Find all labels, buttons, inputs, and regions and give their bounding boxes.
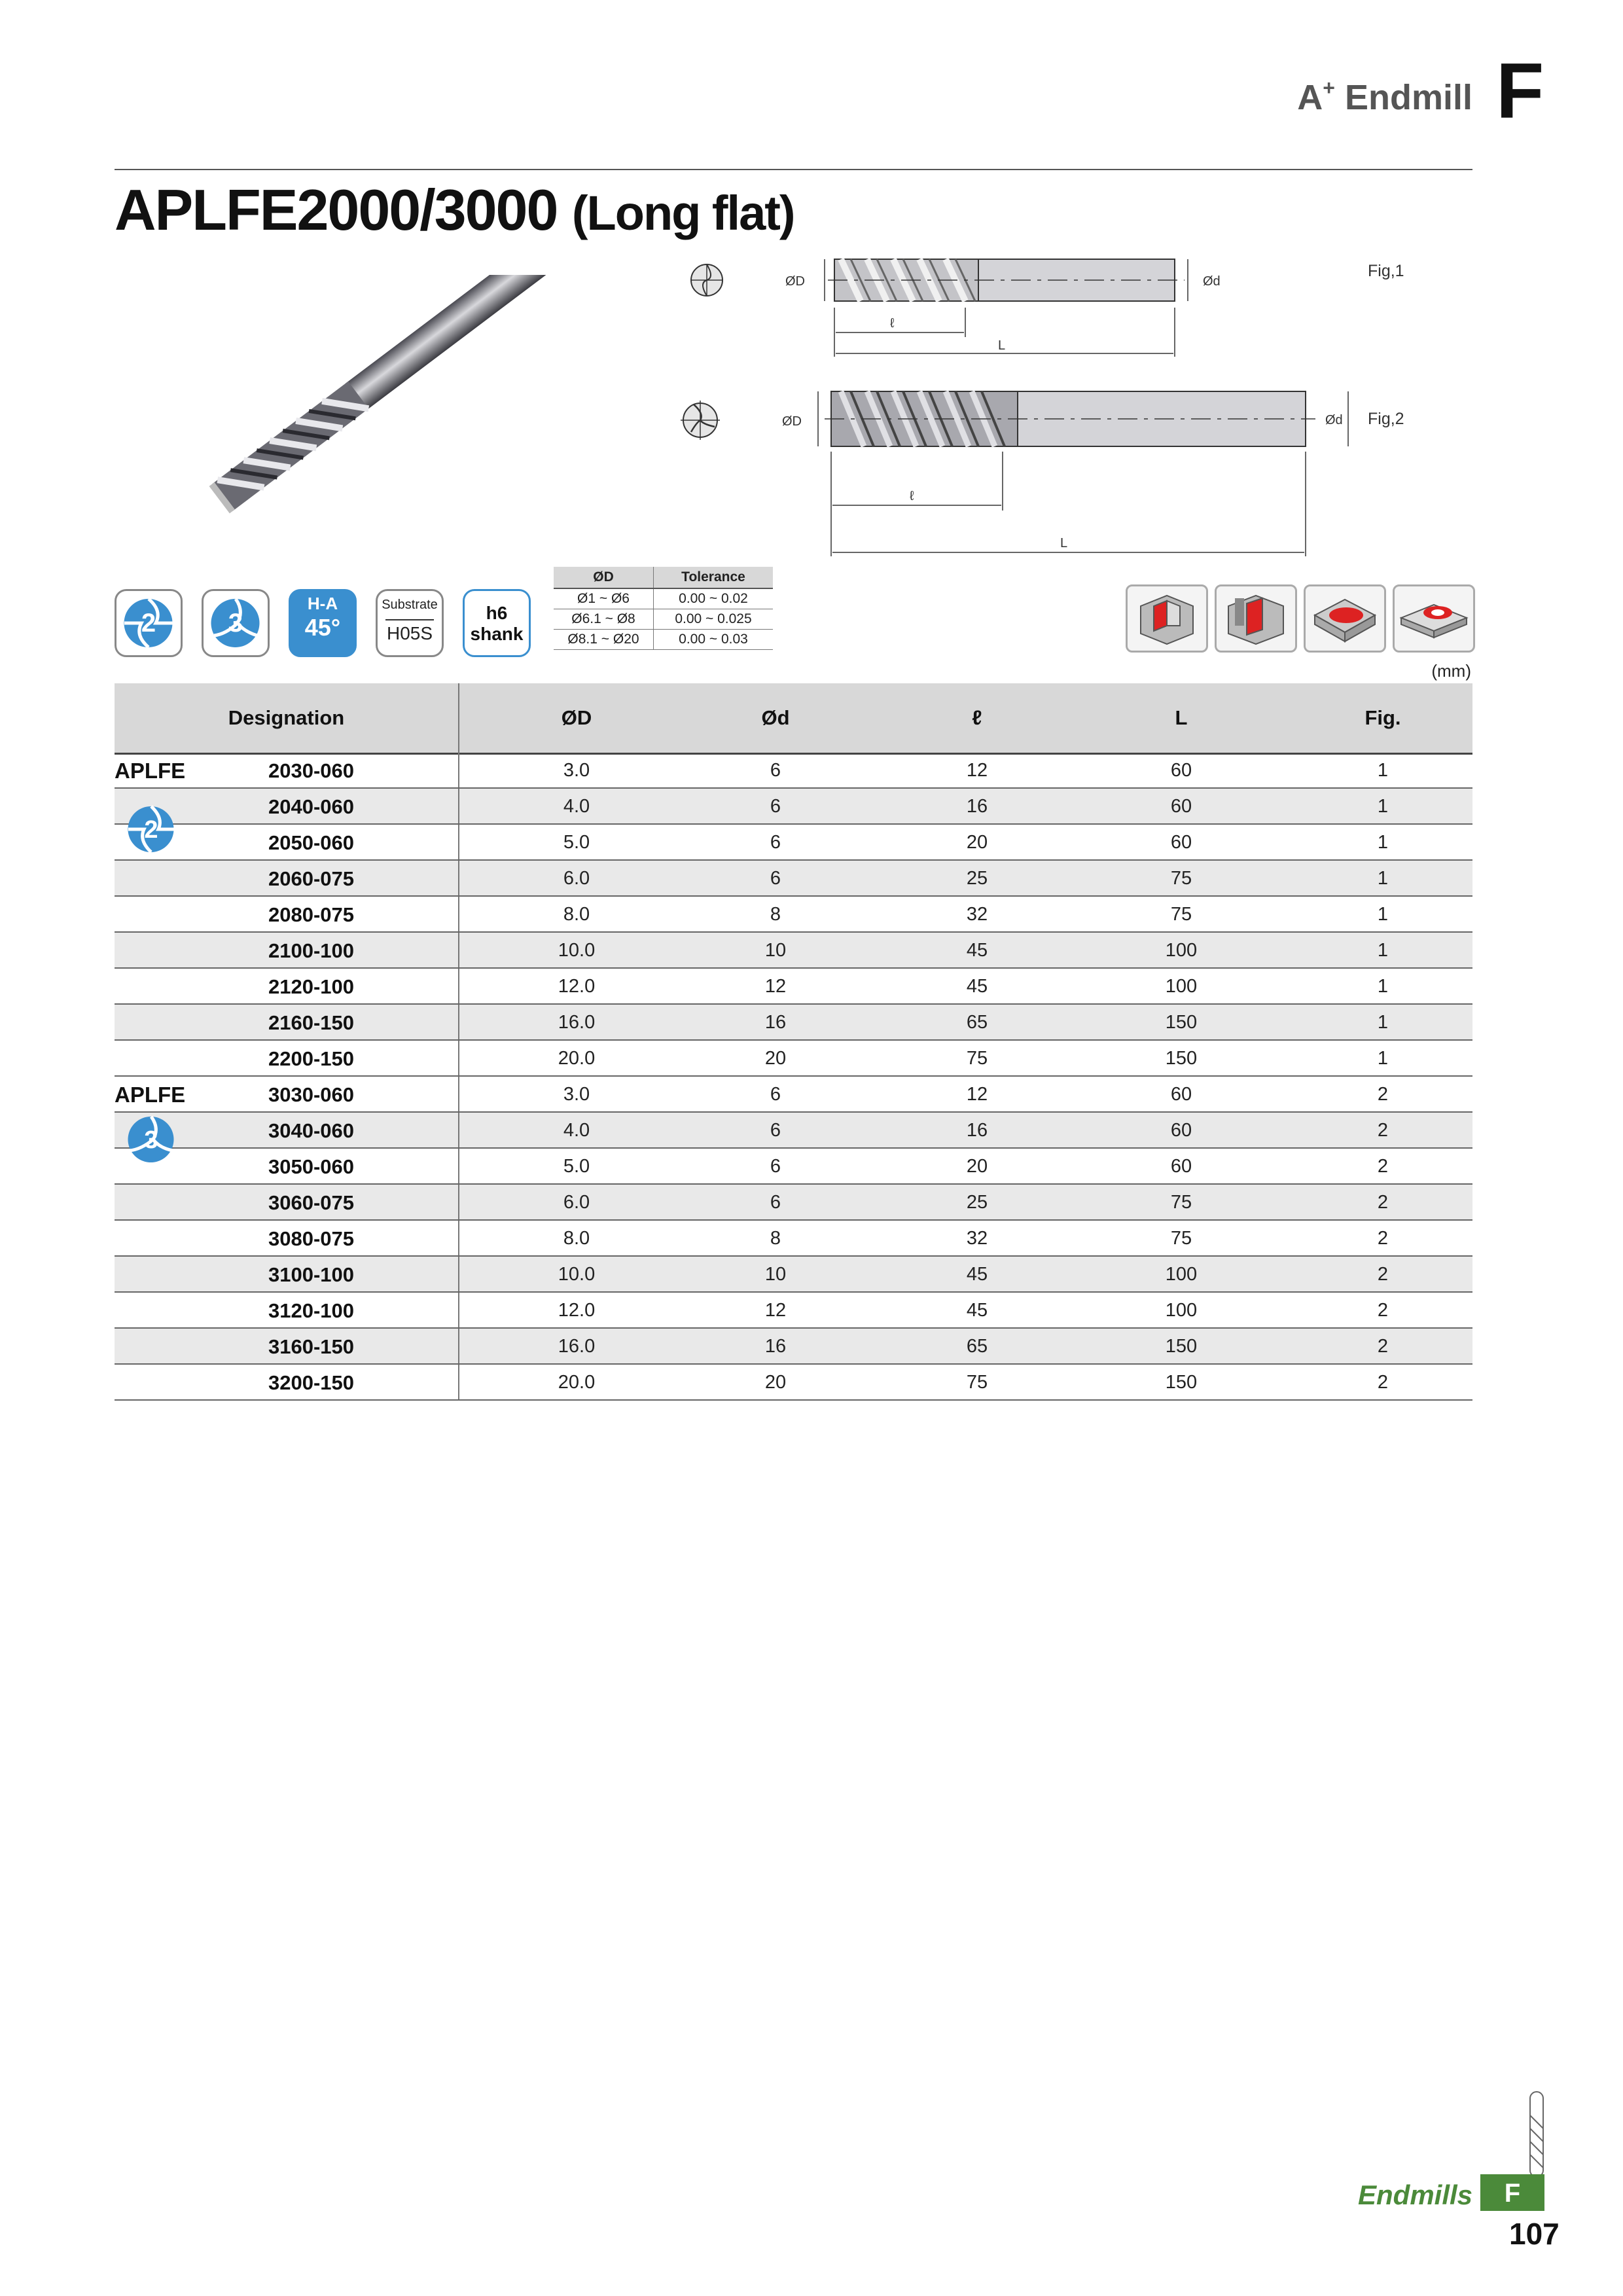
table-row bbox=[115, 1329, 1472, 1365]
shank-diameter-cell: 10 bbox=[764, 940, 787, 961]
column-divider bbox=[458, 1077, 459, 1111]
fig2-dim-l: ℓ bbox=[910, 489, 914, 503]
shank-diameter-cell: 8 bbox=[770, 904, 781, 925]
shank-diameter-cell: 16 bbox=[764, 1012, 787, 1033]
group2-flute-number: 3 bbox=[144, 1126, 158, 1154]
shank-diameter-cell: 8 bbox=[770, 1228, 781, 1249]
helix-angle-value: 45° bbox=[304, 614, 341, 641]
pocketing-app bbox=[1304, 584, 1386, 653]
flute-length-cell: 65 bbox=[966, 1012, 988, 1033]
table-row bbox=[115, 1113, 1472, 1149]
shank-diameter-cell: 6 bbox=[770, 1120, 781, 1141]
page-title-main: APLFE2000/3000 bbox=[115, 177, 558, 242]
column-divider bbox=[458, 1149, 459, 1183]
fig2-dim-d: Ød bbox=[1325, 413, 1343, 427]
flute-length-cell: 45 bbox=[966, 976, 988, 997]
group1-flute-number: 2 bbox=[144, 816, 158, 844]
overall-length-cell: 150 bbox=[1165, 1048, 1198, 1069]
fig1-dim-L: L bbox=[998, 338, 1006, 353]
column-divider bbox=[458, 1329, 459, 1363]
table-row bbox=[115, 753, 1472, 789]
tolerance-value: 0.00 ~ 0.02 bbox=[654, 588, 774, 609]
tolerance-row bbox=[554, 588, 773, 609]
diameter-cell: 6.0 bbox=[563, 868, 590, 889]
table-row bbox=[115, 861, 1472, 897]
overall-length-cell: 75 bbox=[1170, 1228, 1192, 1249]
group-label: APLFE bbox=[115, 1083, 186, 1107]
figure-cell: 1 bbox=[1377, 940, 1389, 961]
diameter-cell: 12.0 bbox=[558, 976, 596, 997]
table-row bbox=[115, 1005, 1472, 1041]
shank-diameter-cell: 12 bbox=[764, 976, 787, 997]
header-divider bbox=[115, 169, 1472, 170]
designation-cell: 3120-100 bbox=[268, 1299, 355, 1322]
tolerance-value: 0.00 ~ 0.03 bbox=[654, 630, 774, 650]
figure-cell: 1 bbox=[1377, 1012, 1389, 1033]
shank-diameter-cell: 6 bbox=[770, 832, 781, 853]
figure-cell: 1 bbox=[1377, 904, 1389, 925]
slotting-icon bbox=[1217, 586, 1295, 651]
column-divider bbox=[458, 1221, 459, 1255]
column-divider bbox=[458, 825, 459, 859]
section-title-plus: + bbox=[1323, 76, 1335, 99]
fig2-dim-D: ØD bbox=[782, 414, 802, 429]
diameter-cell: 6.0 bbox=[563, 1192, 590, 1213]
tolerance-range: Ø1 ~ Ø6 bbox=[554, 588, 654, 609]
substrate-label: Substrate bbox=[382, 598, 438, 612]
designation-cell: 3030-060 bbox=[268, 1083, 355, 1106]
ramping-icon bbox=[1395, 586, 1473, 651]
tolerance-value: 0.00 ~ 0.025 bbox=[654, 609, 774, 630]
h6-shank-badge bbox=[463, 589, 531, 657]
diameter-cell: 3.0 bbox=[563, 1084, 590, 1105]
section-title-rest: Endmill bbox=[1334, 78, 1472, 117]
shank-diameter-cell: 6 bbox=[770, 1156, 781, 1177]
section-title bbox=[1297, 77, 1472, 118]
column-divider bbox=[458, 1293, 459, 1327]
shank-label: shank bbox=[470, 624, 524, 644]
fig1-dim-d: Ød bbox=[1203, 274, 1221, 289]
designation-cell: 2160-150 bbox=[268, 1011, 355, 1034]
flute-length-cell: 25 bbox=[966, 868, 988, 889]
flute-length-cell: 32 bbox=[966, 1228, 988, 1249]
designation-cell: 3080-075 bbox=[268, 1227, 355, 1250]
shank-diameter-cell: 6 bbox=[770, 796, 781, 817]
tolerance-row bbox=[554, 609, 773, 630]
section-title-a: A bbox=[1297, 78, 1323, 117]
flute-length-cell: 12 bbox=[966, 1084, 988, 1105]
figure-cell: 2 bbox=[1377, 1120, 1389, 1141]
designation-cell: 2060-075 bbox=[268, 867, 355, 890]
designation-cell: 3160-150 bbox=[268, 1335, 355, 1358]
diameter-cell: 8.0 bbox=[563, 1228, 590, 1249]
shank-diameter-cell: 10 bbox=[764, 1264, 787, 1285]
column-divider bbox=[458, 897, 459, 931]
table-row bbox=[115, 1077, 1472, 1113]
tolerance-header-tol: Tolerance bbox=[654, 567, 774, 588]
figure-cell: 2 bbox=[1377, 1192, 1389, 1213]
table-row bbox=[115, 933, 1472, 969]
diameter-cell: 4.0 bbox=[563, 796, 590, 817]
figure-cell: 1 bbox=[1377, 976, 1389, 997]
overall-length-cell: 100 bbox=[1165, 976, 1198, 997]
diameter-cell: 8.0 bbox=[563, 904, 590, 925]
table-row bbox=[115, 1293, 1472, 1329]
figure-cell: 1 bbox=[1377, 796, 1389, 817]
table-row bbox=[115, 1257, 1472, 1293]
header-L: L bbox=[1175, 706, 1188, 729]
column-divider bbox=[458, 789, 459, 823]
tolerance-table bbox=[554, 567, 773, 650]
technical-drawings bbox=[668, 242, 1440, 569]
figure-cell: 2 bbox=[1377, 1300, 1389, 1321]
header-designation: Designation bbox=[228, 706, 345, 729]
designation-cell: 3100-100 bbox=[268, 1263, 355, 1286]
shank-diameter-cell: 6 bbox=[770, 1192, 781, 1213]
table-row bbox=[115, 897, 1472, 933]
figure-cell: 2 bbox=[1377, 1228, 1389, 1249]
two-flute-badge bbox=[115, 589, 183, 657]
shoulder-milling-icon bbox=[1128, 586, 1206, 651]
h6-label: h6 bbox=[486, 603, 508, 623]
helix-angle-badge bbox=[289, 589, 357, 657]
fig2-side-view bbox=[818, 391, 1348, 556]
flute-length-cell: 45 bbox=[966, 1300, 988, 1321]
flute-length-cell: 16 bbox=[966, 796, 988, 817]
overall-length-cell: 150 bbox=[1165, 1336, 1198, 1357]
figure-cell: 1 bbox=[1377, 832, 1389, 853]
diameter-cell: 4.0 bbox=[563, 1120, 590, 1141]
overall-length-cell: 75 bbox=[1170, 868, 1192, 889]
designation-cell: 3040-060 bbox=[268, 1119, 355, 1142]
header-divider-line bbox=[458, 683, 459, 753]
header-fig: Fig. bbox=[1364, 706, 1401, 729]
section-letter: F bbox=[1496, 47, 1544, 135]
shank-diameter-cell: 6 bbox=[770, 1084, 781, 1105]
table-row bbox=[115, 1041, 1472, 1077]
fig1-side-view bbox=[825, 259, 1188, 357]
overall-length-cell: 60 bbox=[1170, 760, 1192, 781]
column-divider bbox=[458, 1113, 459, 1147]
shank-diameter-cell: 16 bbox=[764, 1336, 787, 1357]
designation-cell: 2200-150 bbox=[268, 1047, 355, 1070]
overall-length-cell: 100 bbox=[1165, 1264, 1198, 1285]
fig1-cross-section bbox=[691, 264, 722, 296]
overall-length-cell: 75 bbox=[1170, 904, 1192, 925]
tolerance-row bbox=[554, 630, 773, 650]
overall-length-cell: 60 bbox=[1170, 796, 1192, 817]
shank-diameter-cell: 20 bbox=[764, 1048, 787, 1069]
figure-cell: 1 bbox=[1377, 1048, 1389, 1069]
figure-cell: 2 bbox=[1377, 1156, 1389, 1177]
figure-cell: 1 bbox=[1377, 868, 1389, 889]
diameter-cell: 10.0 bbox=[558, 1264, 596, 1285]
table-row bbox=[115, 1185, 1472, 1221]
shank-diameter-cell: 20 bbox=[764, 1372, 787, 1393]
table-row bbox=[115, 969, 1472, 1005]
flute-length-cell: 75 bbox=[966, 1048, 988, 1069]
table-row bbox=[115, 825, 1472, 861]
overall-length-cell: 150 bbox=[1165, 1372, 1198, 1393]
shoulder-milling-app bbox=[1126, 584, 1208, 653]
figure-cell: 2 bbox=[1377, 1372, 1389, 1393]
designation-cell: 3050-060 bbox=[268, 1155, 355, 1178]
fig2-label: Fig,2 bbox=[1368, 410, 1404, 428]
tolerance-range: Ø6.1 ~ Ø8 bbox=[554, 609, 654, 630]
three-flute-number: 3 bbox=[228, 608, 243, 637]
group-label: APLFE bbox=[115, 759, 186, 783]
column-divider bbox=[458, 1257, 459, 1291]
group1-two-flute-icon bbox=[123, 801, 179, 857]
flute-length-cell: 12 bbox=[966, 760, 988, 781]
overall-length-cell: 100 bbox=[1165, 1300, 1198, 1321]
flute-length-cell: 20 bbox=[966, 1156, 988, 1177]
pocketing-icon bbox=[1306, 586, 1384, 651]
three-flute-badge bbox=[202, 589, 270, 657]
figure-cell: 2 bbox=[1377, 1264, 1389, 1285]
shank-diameter-cell: 6 bbox=[770, 760, 781, 781]
fig2-dim-L: L bbox=[1060, 536, 1068, 550]
overall-length-cell: 75 bbox=[1170, 1192, 1192, 1213]
unit-label: (mm) bbox=[1431, 661, 1471, 681]
diameter-cell: 20.0 bbox=[558, 1048, 596, 1069]
diameter-cell: 3.0 bbox=[563, 760, 590, 781]
diameter-cell: 5.0 bbox=[563, 1156, 590, 1177]
flute-length-cell: 20 bbox=[966, 832, 988, 853]
footer-section-letter: F bbox=[1480, 2174, 1544, 2211]
column-divider bbox=[458, 933, 459, 967]
shank-body bbox=[343, 275, 583, 412]
shank-diameter-cell: 6 bbox=[770, 868, 781, 889]
group2-three-flute-icon bbox=[123, 1111, 179, 1168]
column-divider bbox=[458, 1185, 459, 1219]
diameter-cell: 12.0 bbox=[558, 1300, 596, 1321]
table-row bbox=[115, 789, 1472, 825]
shank-diameter-cell: 12 bbox=[764, 1300, 787, 1321]
fig1-dim-D: ØD bbox=[785, 274, 805, 289]
flute-length-cell: 45 bbox=[966, 1264, 988, 1285]
header-D: ØD bbox=[561, 706, 592, 729]
endmill-product-image bbox=[190, 275, 648, 537]
overall-length-cell: 150 bbox=[1165, 1012, 1198, 1033]
substrate-badge bbox=[376, 589, 444, 657]
designation-cell: 3200-150 bbox=[268, 1371, 355, 1394]
designation-cell: 2030-060 bbox=[268, 759, 355, 782]
main-table-header bbox=[115, 683, 1472, 755]
column-divider bbox=[458, 969, 459, 1003]
fig1-dim-l: ℓ bbox=[890, 316, 895, 331]
substrate-value: H05S bbox=[385, 619, 434, 644]
overall-length-cell: 60 bbox=[1170, 1084, 1192, 1105]
table-row bbox=[115, 1365, 1472, 1401]
diameter-cell: 16.0 bbox=[558, 1012, 596, 1033]
figure-cell: 2 bbox=[1377, 1084, 1389, 1105]
header-d: Ød bbox=[761, 706, 790, 729]
flute-length-cell: 25 bbox=[966, 1192, 988, 1213]
overall-length-cell: 60 bbox=[1170, 832, 1192, 853]
flute-length-cell: 75 bbox=[966, 1372, 988, 1393]
ramping-app bbox=[1393, 584, 1475, 653]
endmill-thumbnail-icon bbox=[1524, 2089, 1550, 2181]
page-title-sub: (Long flat) bbox=[571, 186, 794, 240]
two-flute-number: 2 bbox=[141, 608, 156, 637]
tolerance-header-D: ØD bbox=[554, 567, 654, 588]
flute-length-cell: 45 bbox=[966, 940, 988, 961]
column-divider bbox=[458, 1365, 459, 1399]
page-title bbox=[115, 177, 794, 243]
flute-length-cell: 32 bbox=[966, 904, 988, 925]
page-number: 107 bbox=[1509, 2217, 1560, 2251]
overall-length-cell: 100 bbox=[1165, 940, 1198, 961]
helix-angle-label: H-A bbox=[307, 594, 338, 613]
diameter-cell: 10.0 bbox=[558, 940, 596, 961]
designation-cell: 2080-075 bbox=[268, 903, 355, 926]
designation-cell: 3060-075 bbox=[268, 1191, 355, 1214]
column-divider bbox=[458, 753, 459, 787]
column-divider bbox=[458, 1041, 459, 1075]
designation-cell: 2050-060 bbox=[268, 831, 355, 854]
figure-cell: 1 bbox=[1377, 760, 1389, 781]
column-divider bbox=[458, 1005, 459, 1039]
footer-section-name: Endmills bbox=[1358, 2179, 1473, 2210]
fig2-cross-section bbox=[681, 401, 720, 440]
column-divider bbox=[458, 861, 459, 895]
designation-cell: 2120-100 bbox=[268, 975, 355, 998]
header-l: ℓ bbox=[972, 706, 982, 729]
flute-length-cell: 65 bbox=[966, 1336, 988, 1357]
designation-cell: 2040-060 bbox=[268, 795, 355, 818]
fig1-label: Fig,1 bbox=[1368, 262, 1404, 280]
diameter-cell: 5.0 bbox=[563, 832, 590, 853]
main-table-body bbox=[115, 753, 1472, 1401]
overall-length-cell: 60 bbox=[1170, 1120, 1192, 1141]
tolerance-range: Ø8.1 ~ Ø20 bbox=[554, 630, 654, 650]
diameter-cell: 16.0 bbox=[558, 1336, 596, 1357]
overall-length-cell: 60 bbox=[1170, 1156, 1192, 1177]
flute-length-cell: 16 bbox=[966, 1120, 988, 1141]
diameter-cell: 20.0 bbox=[558, 1372, 596, 1393]
tolerance-header-row bbox=[554, 567, 773, 588]
table-row bbox=[115, 1221, 1472, 1257]
slotting-app bbox=[1215, 584, 1297, 653]
figure-cell: 2 bbox=[1377, 1336, 1389, 1357]
designation-cell: 2100-100 bbox=[268, 939, 355, 962]
table-row bbox=[115, 1149, 1472, 1185]
